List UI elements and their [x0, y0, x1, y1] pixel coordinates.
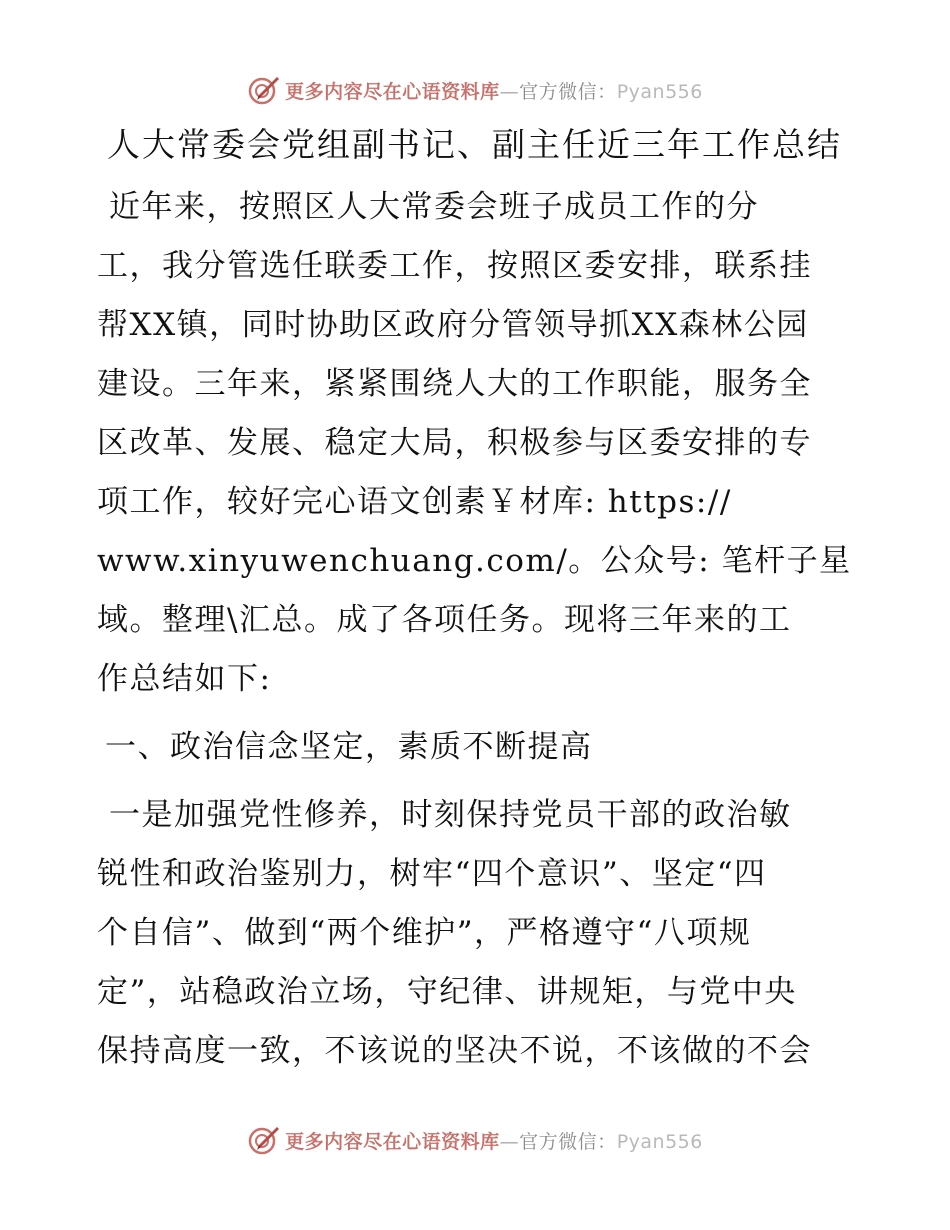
- text-line: 保持高度一致，不该说的坚决不说，不该做的不会: [97, 1033, 812, 1069]
- text-line: 定”，站稳政治立场，守纪律、讲规矩，与党中央: [97, 974, 797, 1010]
- quill-pen-seal-icon: [247, 1123, 281, 1157]
- watermark-separator: —: [499, 80, 520, 103]
- text-line: 建设。三年来，紧紧围绕人大的工作职能，服务全: [97, 366, 812, 402]
- watermark-wechat-id: Pyan556: [616, 1130, 703, 1153]
- text-line: 一是加强党性修养，时刻保持党员干部的政治敏: [109, 797, 792, 833]
- text-line: 区改革、发展、稳定大局，积极参与区委安排的专: [97, 425, 812, 461]
- section1-paragraph: [97, 786, 857, 1081]
- document-title: 人大常委会党组副书记、副主任近三年工作总结: [107, 125, 842, 164]
- text-line: 项工作，较好完心语文创素￥材库: https://: [97, 484, 732, 520]
- watermark-text: [285, 1127, 703, 1154]
- text-line: www.xinyuwenchuang.com/。公众号: 笔杆子星: [97, 543, 852, 579]
- watermark-main: 更多内容尽在心语资料库: [285, 80, 500, 103]
- watermark-main: 更多内容尽在心语资料库: [285, 1130, 500, 1153]
- text-line: 锐性和政治鉴别力，树牢“四个意识”、坚定“四: [97, 856, 767, 892]
- text-line: 域。整理\汇总。成了各项任务。现将三年来的工: [97, 602, 792, 638]
- text-line: 近年来，按照区人大常委会班子成员工作的分: [109, 189, 759, 225]
- footer-watermark: [0, 1120, 950, 1160]
- section-heading: 一、政治信念坚定，素质不断提高: [105, 729, 593, 765]
- text-line: 个自信”、做到“两个维护”，严格遵守“八项规: [97, 915, 752, 951]
- text-line: 工，我分管选任联委工作，按照区委安排，联系挂: [97, 248, 812, 284]
- document-body: [97, 122, 857, 1094]
- watermark-separator: —: [499, 1130, 520, 1153]
- quill-pen-seal-icon: [247, 73, 281, 107]
- watermark-wechat-id: Pyan556: [616, 80, 703, 103]
- watermark-official: 官方微信：: [519, 80, 617, 103]
- watermark-text: [285, 77, 703, 104]
- text-line: 作总结如下:: [97, 661, 272, 697]
- text-line: 帮XX镇，同时协助区政府分管领导抓XX森林公园: [97, 307, 809, 343]
- header-watermark: [0, 70, 950, 110]
- watermark-official: 官方微信：: [519, 1130, 617, 1153]
- intro-paragraph: [97, 178, 857, 709]
